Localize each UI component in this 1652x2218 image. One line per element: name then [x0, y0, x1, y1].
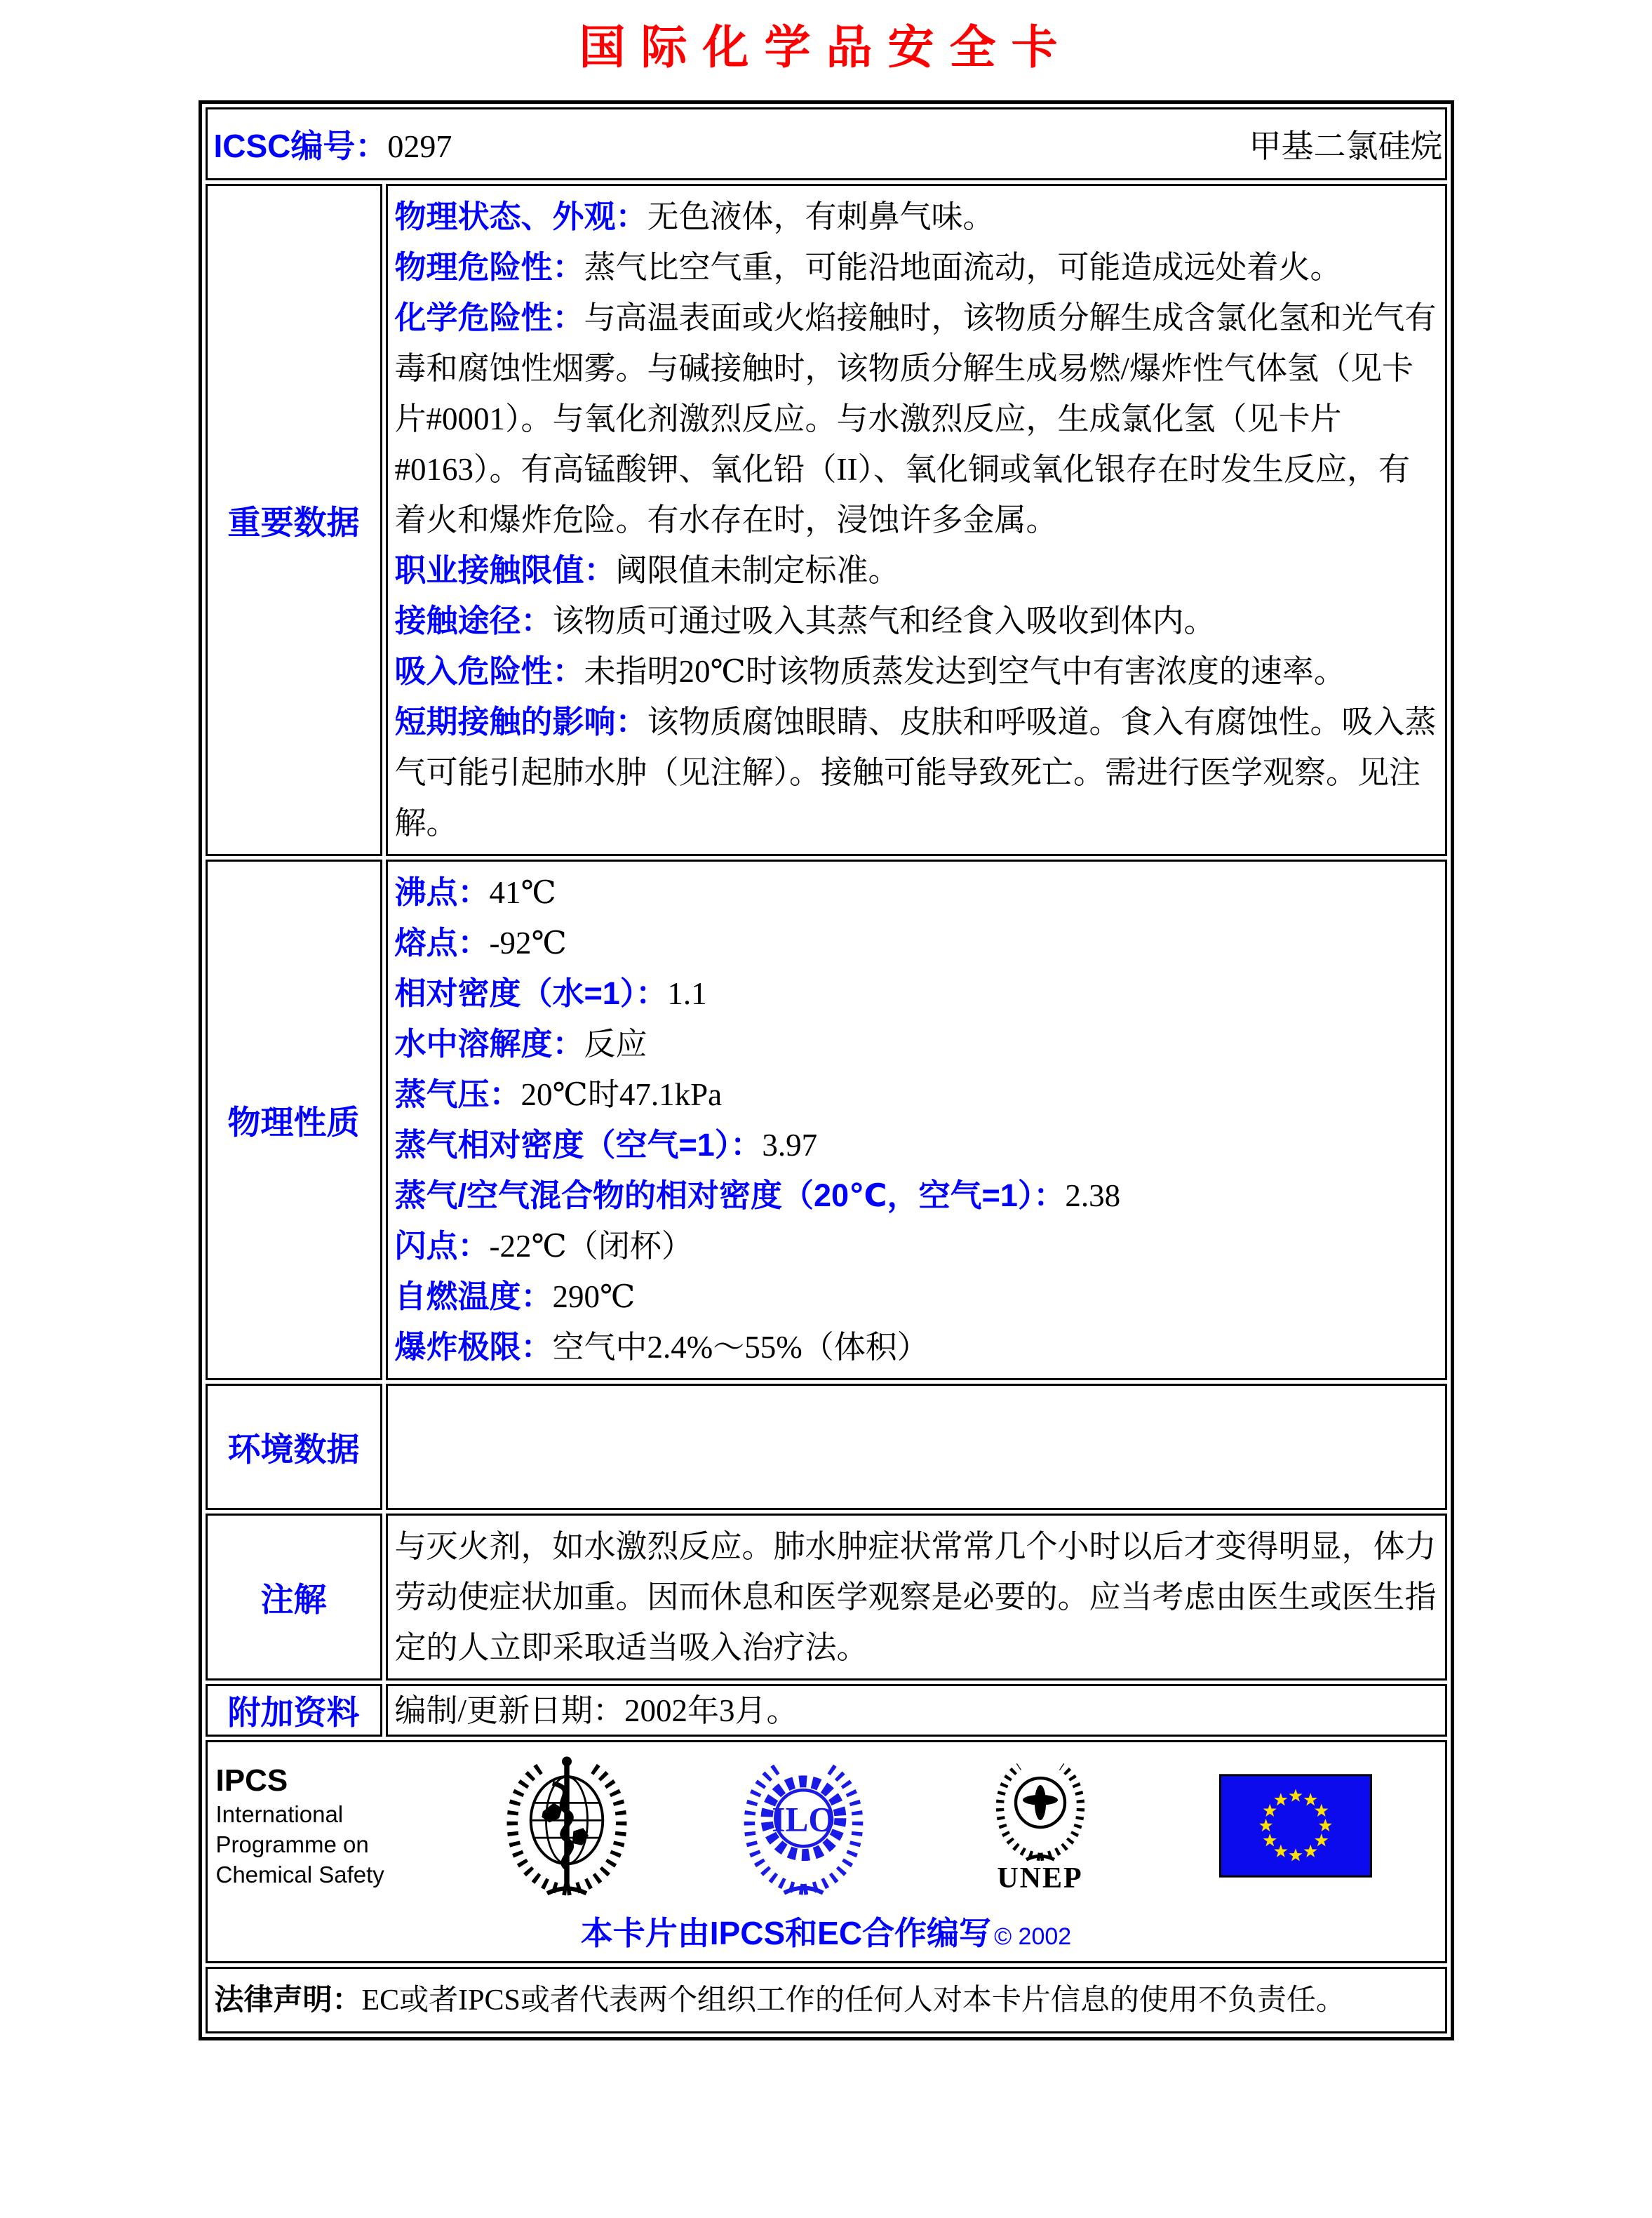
ilo-letters: ILO — [771, 1800, 835, 1839]
field-label: 熔点： — [394, 925, 490, 961]
property-line — [395, 867, 1438, 918]
legal-cell — [206, 1967, 1447, 2033]
field-value: 蒸气比空气重，可能沿地面流动，可能造成远处着火。 — [584, 250, 1342, 285]
important-data-content — [386, 184, 1447, 856]
additional-info-content — [386, 1684, 1447, 1737]
ipcs-line: Chemical Safety — [215, 1861, 384, 1888]
property-line — [395, 1690, 1438, 1732]
icsc-number — [214, 121, 452, 167]
property-line — [395, 1221, 1438, 1271]
field-value: 3.97 — [762, 1128, 818, 1163]
environmental-data-row — [206, 1384, 1447, 1510]
field-value: 阈限值未制定标准。 — [615, 553, 900, 588]
field-value: 与高温表面或火焰接触时，该物质分解生成含氯化氢和光气有毒和腐蚀性烟雾。与碱接触时，该物质分解生成易燃/爆炸性气体氢（见卡片#0001）。与氧化剂激烈反应。与水激烈反应，生成氯化氢（见卡片#0163）。有高锰酸钾、氧化铅（II）、氧化铜或氧化银存在时发生反应，有着火和爆炸危险。有水存在时，浸蚀许多金属。 — [394, 300, 1437, 537]
environmental-data-content — [386, 1384, 1447, 1510]
notes-content — [386, 1514, 1447, 1681]
property-line — [395, 596, 1438, 646]
property-line — [395, 1271, 1438, 1322]
important-data-row — [206, 184, 1447, 856]
row-label-environmental-data: 环境数据 — [206, 1384, 382, 1510]
field-value: 空气中2.4%～55%（体积） — [552, 1330, 929, 1365]
property-line — [395, 242, 1438, 293]
field-value: 2002年3月。 — [624, 1692, 798, 1728]
property-line — [395, 697, 1438, 848]
row-label-additional-info: 附加资料 — [206, 1684, 382, 1737]
field-label: 蒸气/空气混合物的相对密度（20℃，空气=1）： — [394, 1177, 1066, 1213]
ilo-logo-icon — [739, 1755, 868, 1897]
property-line — [395, 1019, 1438, 1069]
ipcs-abbr: IPCS — [215, 1763, 288, 1798]
field-label: 化学危险性： — [394, 300, 584, 335]
page-title: 国际化学品安全卡 — [579, 22, 1073, 74]
field-value: 2.38 — [1065, 1178, 1121, 1213]
footer-row — [206, 1740, 1447, 1963]
unep-logo-icon — [984, 1757, 1096, 1862]
ipcs-line: International — [215, 1801, 344, 1827]
physical-properties-content — [386, 860, 1447, 1380]
field-label: 职业接触限值： — [394, 552, 616, 588]
property-line — [395, 545, 1438, 596]
footer-cell — [206, 1740, 1447, 1963]
logo-row — [208, 1752, 1445, 1897]
property-line — [395, 293, 1438, 545]
eu-flag-icon — [1219, 1774, 1372, 1878]
credit-text: 本卡片由IPCS和EC合作编写 — [580, 1915, 992, 1951]
unep-label: UNEP — [997, 1862, 1083, 1895]
notes-row — [206, 1514, 1447, 1681]
legal-text: EC或者IPCS或者代表两个组织工作的任何人对本卡片信息的使用不负责任。 — [361, 1984, 1345, 2017]
field-value: 1.1 — [667, 976, 707, 1011]
property-line — [395, 192, 1438, 242]
header-row — [206, 107, 1447, 180]
copyright-text: © 2002 — [994, 1923, 1072, 1950]
legal-row — [206, 1967, 1447, 2033]
property-line — [395, 968, 1438, 1019]
property-line — [395, 1322, 1438, 1372]
row-label-important-data: 重要数据 — [206, 184, 382, 856]
icsc-number-label: ICSC编号： — [213, 128, 388, 164]
legal-label: 法律声明： — [214, 1983, 362, 2016]
field-value: 290℃ — [552, 1279, 636, 1314]
icsc-card-table — [199, 100, 1454, 2040]
icsc-number-value: 0297 — [387, 128, 452, 164]
field-label: 吸入危险性： — [394, 653, 584, 689]
who-logo-icon — [500, 1755, 633, 1897]
field-value: 该物质腐蚀眼睛、皮肤和呼吸道。食入有腐蚀性。吸入蒸气可能引起肺水肿（见注解）。接触可能导致死亡。需进行医学观察。见注解。 — [394, 704, 1437, 841]
row-label-notes: 注解 — [206, 1514, 382, 1681]
field-value: 反应 — [584, 1027, 647, 1062]
field-label: 物理危险性： — [394, 249, 584, 285]
field-label: 水中溶解度： — [394, 1026, 584, 1062]
field-label: 编制/更新日期： — [394, 1692, 625, 1728]
ipcs-line: Programme on — [215, 1831, 369, 1857]
property-line — [395, 1120, 1438, 1170]
row-label-physical-properties: 物理性质 — [206, 860, 382, 1380]
notes-text: 与灭火剂，如水激烈反应。肺水肿症状常常几个小时以后才变得明显，体力劳动使症状加重。因而休息和医学观察是必要的。应当考虑由医生或医生指定的人立即采取适当吸入治疗法。 — [394, 1529, 1437, 1665]
field-value: 未指明20℃时该物质蒸发达到空气中有害浓度的速率。 — [584, 654, 1345, 689]
ipcs-text-block — [216, 1763, 427, 1890]
field-label: 相对密度（水=1）： — [394, 975, 668, 1011]
property-line — [395, 646, 1438, 697]
property-line — [395, 1170, 1438, 1221]
credit-line — [208, 1908, 1445, 1954]
legal-text-line — [215, 1980, 1438, 2020]
field-label: 爆炸极限： — [394, 1329, 553, 1365]
chemical-name: 甲基二氯硅烷 — [1249, 128, 1443, 164]
field-label: 沸点： — [394, 874, 490, 910]
field-label: 物理状态、外观： — [394, 199, 647, 234]
property-line — [395, 918, 1438, 968]
field-value: 41℃ — [489, 875, 556, 910]
field-label: 短期接触的影响： — [394, 704, 647, 740]
field-value: -92℃ — [489, 926, 567, 961]
field-value: -22℃（闭杯） — [489, 1229, 693, 1264]
additional-info-row — [206, 1684, 1447, 1737]
unep-logo-block — [984, 1757, 1096, 1895]
field-label: 闪点： — [394, 1228, 490, 1264]
field-value: 该物质可通过吸入其蒸气和经食入吸收到体内。 — [552, 603, 1216, 639]
field-label: 自燃温度： — [394, 1278, 553, 1314]
field-value: 无色液体，有刺鼻气味。 — [647, 199, 995, 234]
card-header — [208, 110, 1444, 178]
property-line — [395, 1069, 1438, 1120]
physical-properties-row — [206, 860, 1447, 1380]
field-label: 接触途径： — [394, 603, 553, 639]
field-value: 20℃时47.1kPa — [521, 1077, 723, 1112]
field-label: 蒸气压： — [394, 1076, 521, 1112]
field-label: 蒸气相对密度（空气=1）： — [394, 1127, 763, 1163]
